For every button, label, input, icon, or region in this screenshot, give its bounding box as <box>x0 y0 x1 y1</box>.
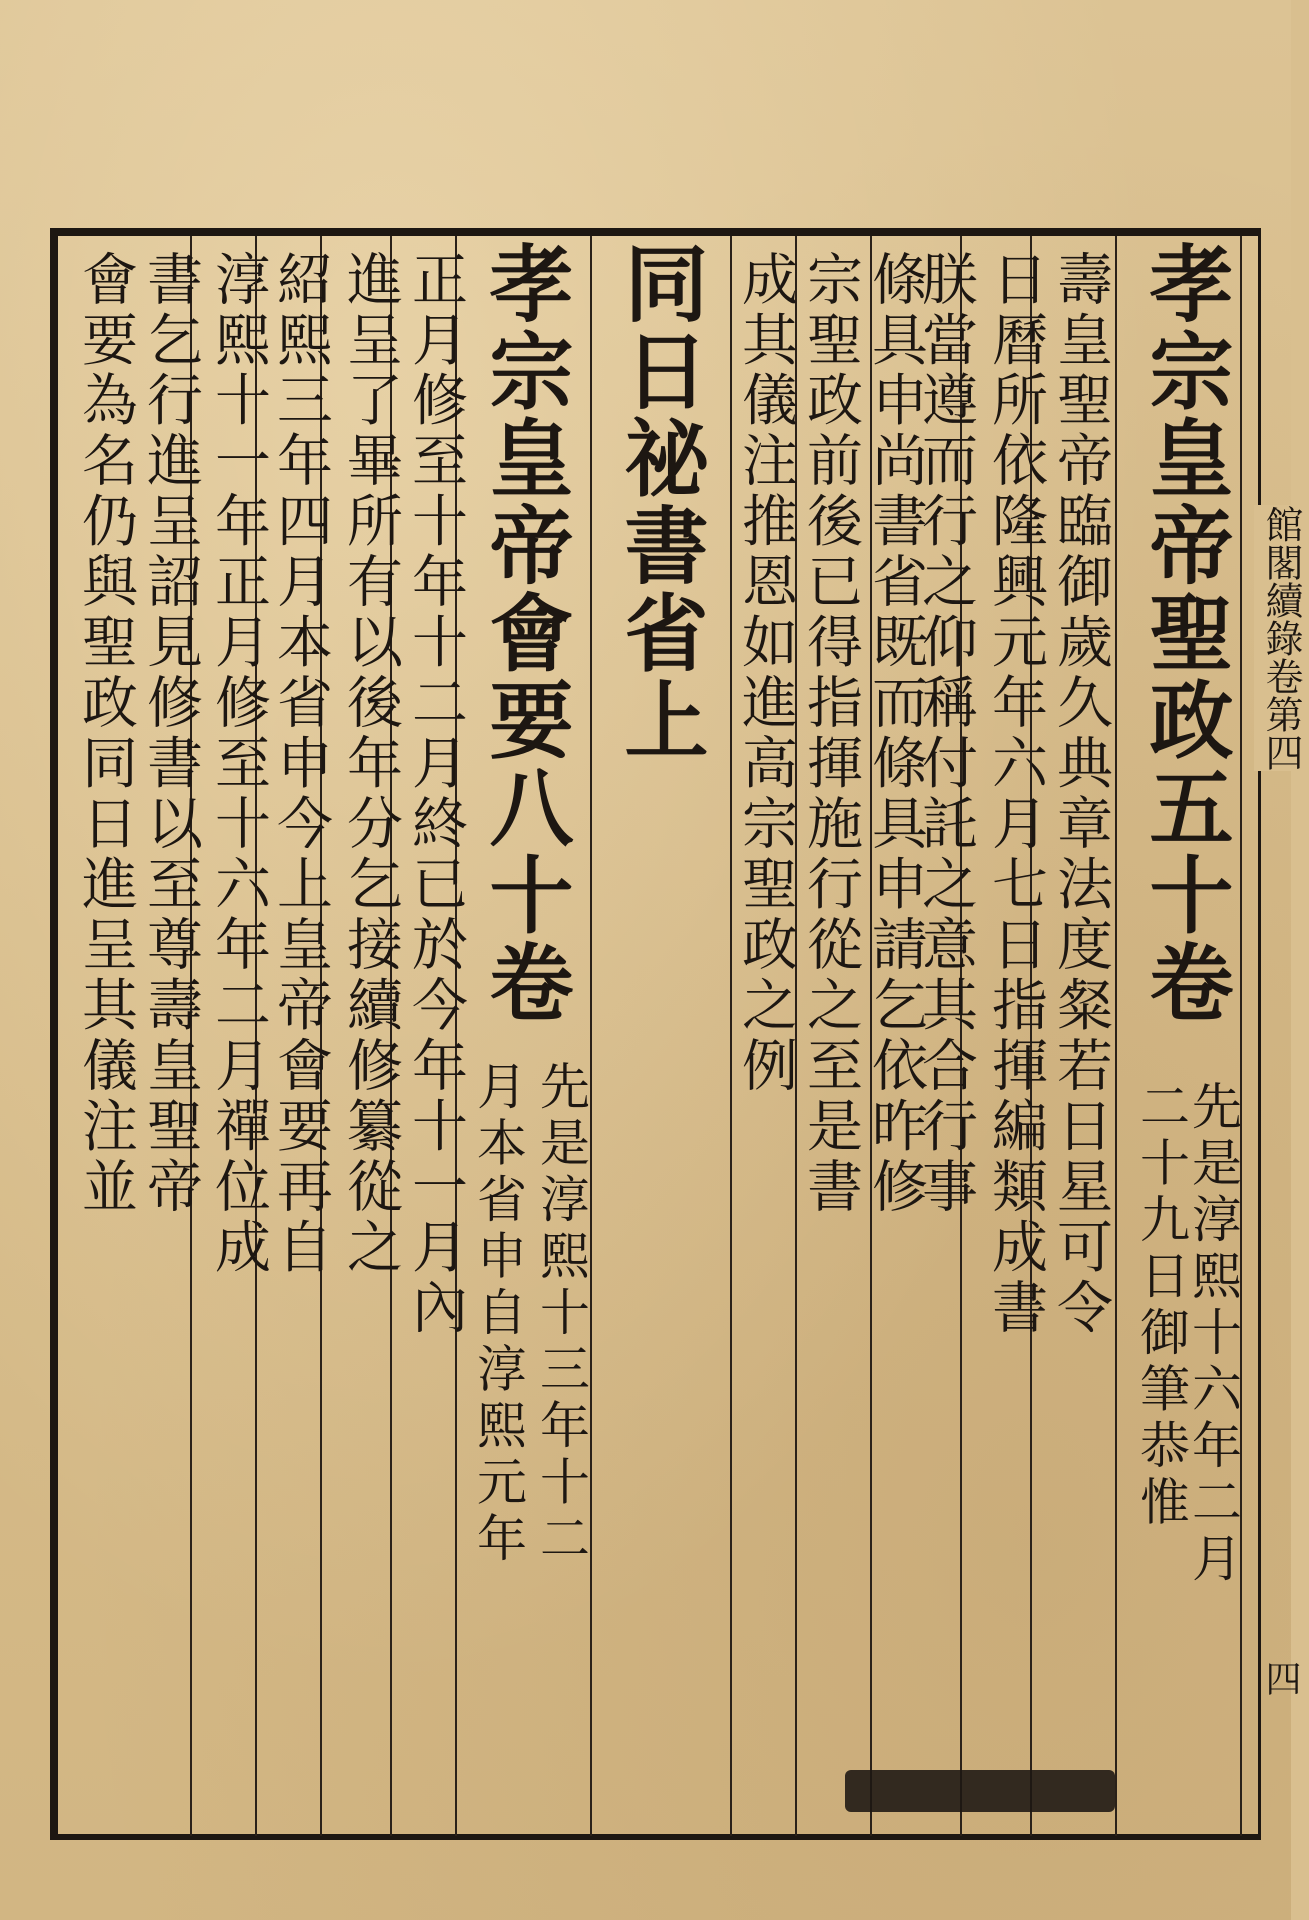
body-column: 會要為名仍與聖政同日進呈其儀注並 <box>73 250 138 1218</box>
note-line: 月本省申自淳熙元年 <box>469 1060 527 1569</box>
heading-title-2: 孝宗皇帝會要八十卷 <box>476 240 575 1027</box>
body-column: 紹熙三年四月本省申今上皇帝會要再自 <box>268 250 333 1279</box>
note-line: 二十九日御筆恭惟 <box>1132 1080 1190 1532</box>
body-column: 成其儀注推恩如進高宗聖政之例 <box>733 250 798 1097</box>
heading-title-1: 孝宗皇帝聖政五十卷 <box>1136 240 1235 1027</box>
body-column: 書乞行進呈詔見修書以至尊壽皇聖帝 <box>138 250 203 1218</box>
note-line: 先是淳熙十三年十二 <box>532 1060 590 1569</box>
body-column: 朕當遵而行之仰稱付託之意其合行事 <box>913 250 978 1218</box>
body-column: 日曆所依隆興元年六月七日指揮編類成書 <box>983 250 1048 1339</box>
margin-title: 館閣續錄卷第四 <box>1254 505 1309 771</box>
note-line: 先是淳熙十六年二月 <box>1184 1080 1242 1589</box>
heading-same-day: 同日祕書省上 <box>611 240 710 765</box>
ink-blot <box>845 1770 1115 1812</box>
body-column: 正月修至十年十二月終已於今年十一月內 <box>403 250 468 1339</box>
body-column: 淳熙十一年正月修至十六年二月禪位成 <box>206 250 271 1279</box>
body-column: 進呈了畢所有以後年分乞接續修纂從之 <box>338 250 403 1279</box>
body-column: 宗聖政前後已得指揮施行從之至是書 <box>798 250 863 1218</box>
body-column: 壽皇聖帝臨御歲久典章法度粲若日星可令 <box>1048 250 1113 1339</box>
column-divider <box>590 236 592 1836</box>
page-number: 四 <box>1260 1660 1301 1696</box>
body-column: 條具申尚書省既而條具申請乞依昨修 <box>863 250 928 1218</box>
